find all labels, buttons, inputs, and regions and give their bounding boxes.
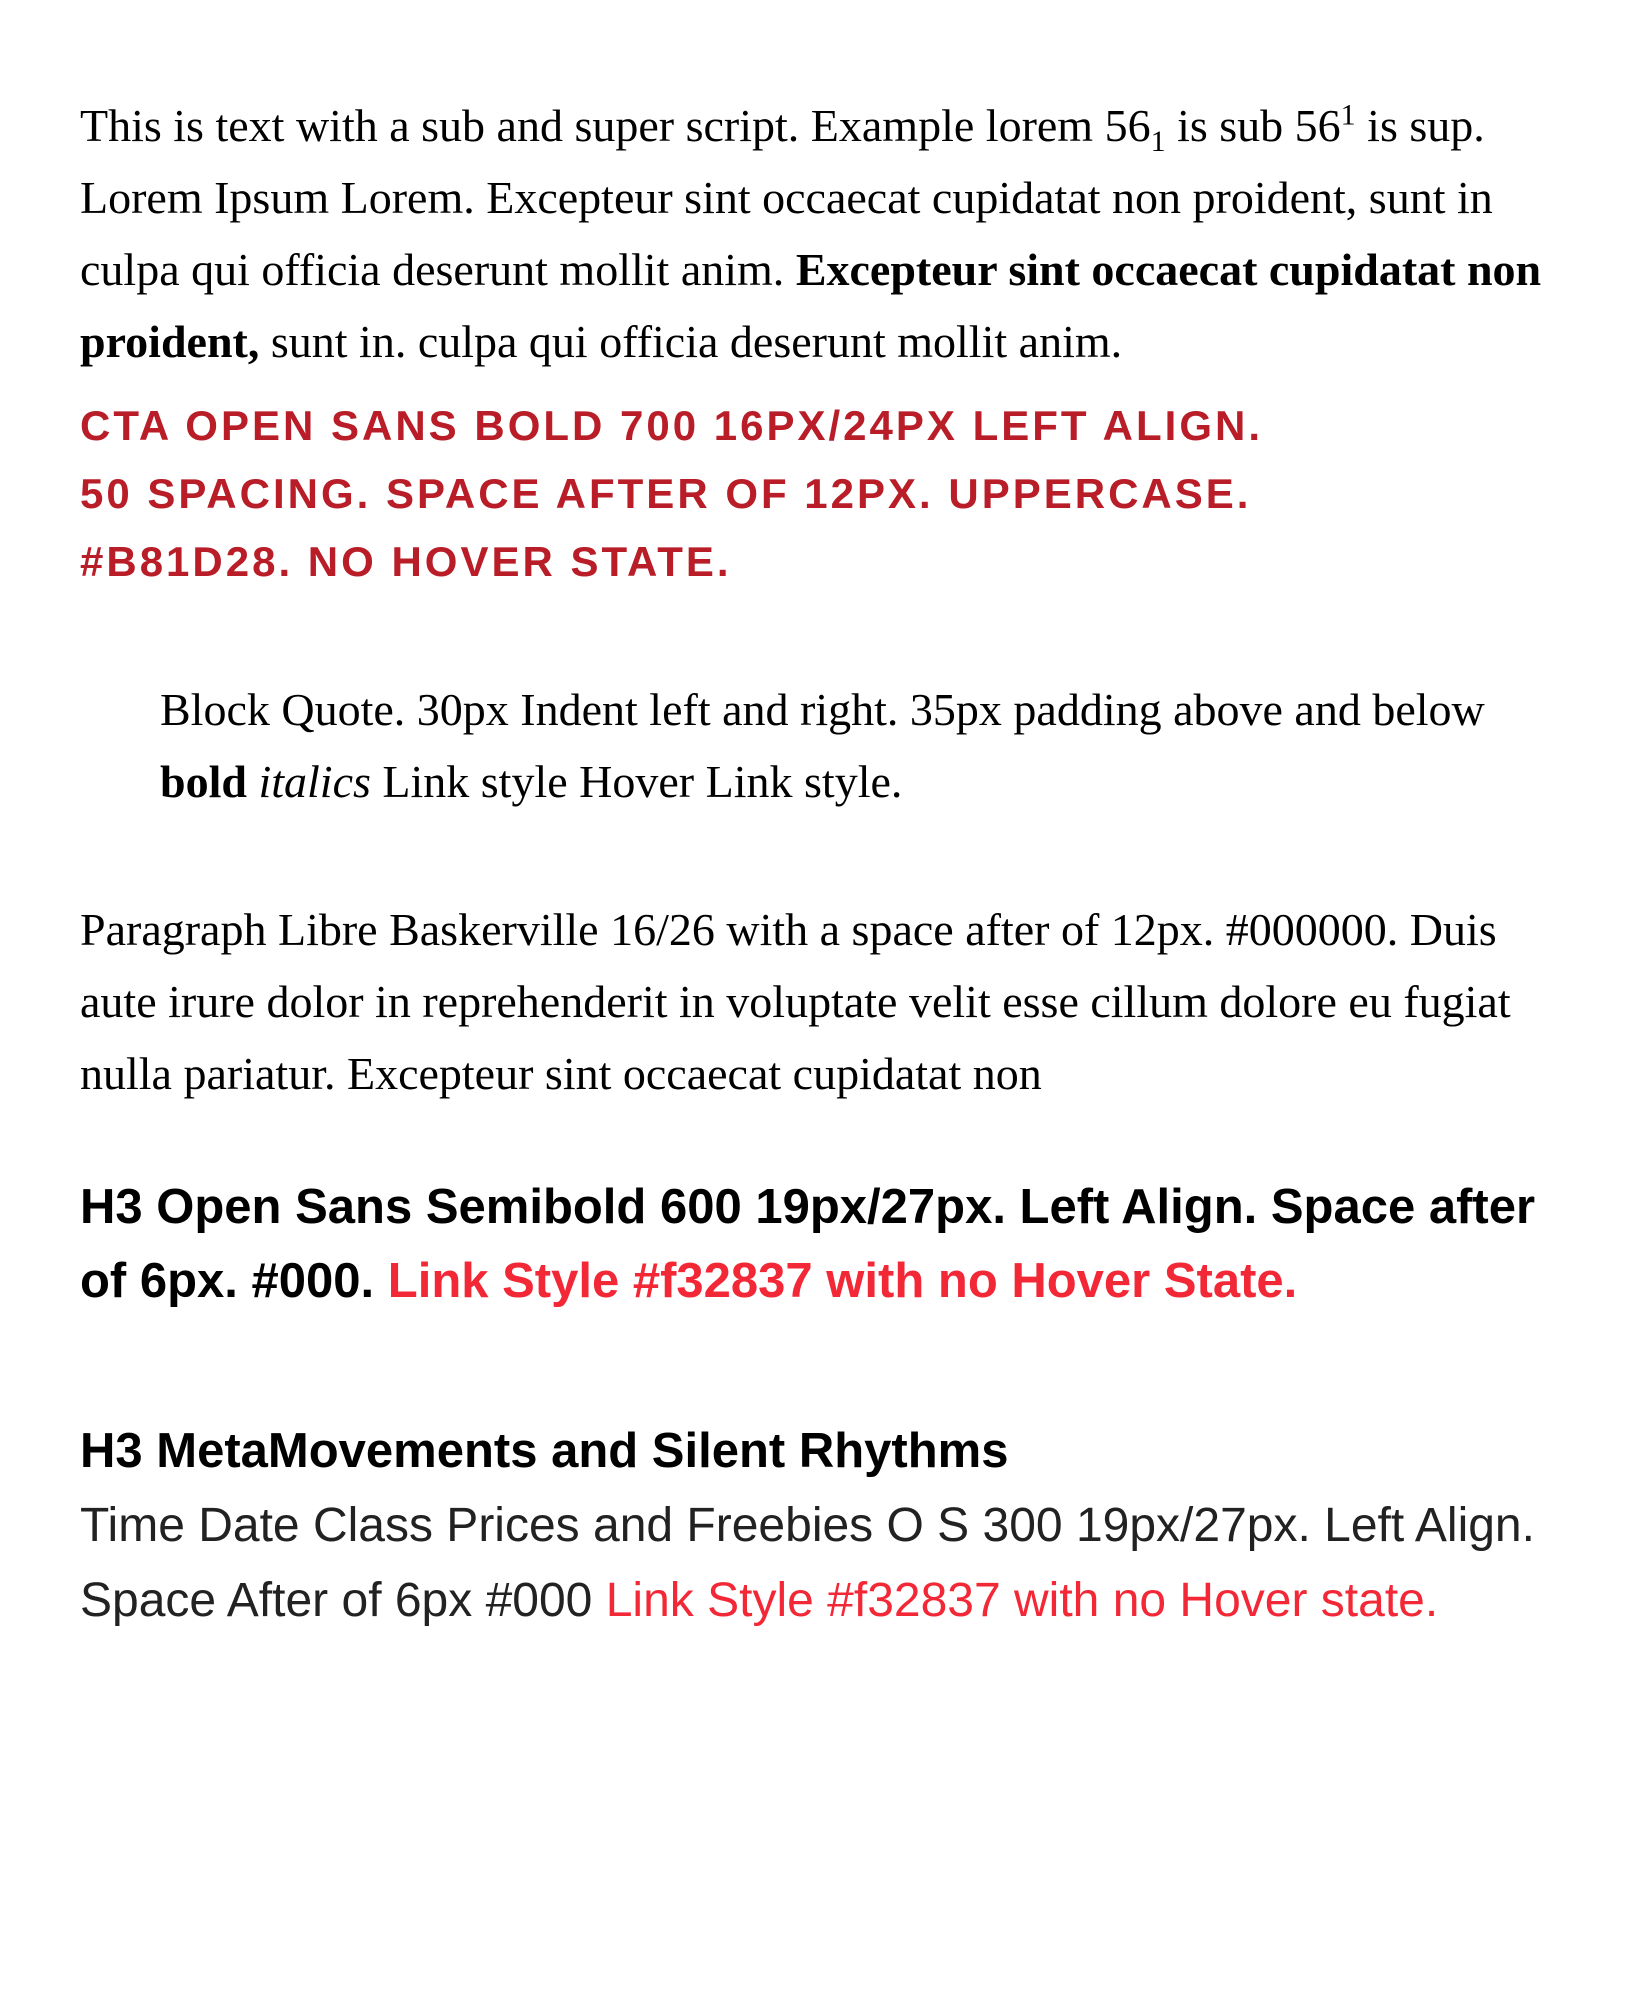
block-quote (160, 674, 1500, 818)
intro-bold-text: Excepteur sint occaecat cupidatat non proident, (80, 244, 1542, 367)
style-guide-page (80, 90, 1560, 1638)
intro-text-3: is sup. Lorem Ipsum Lorem. Excepteur sint occaecat cupidatat non proident, sunt in culpa qui officia deserunt mollit anim. (80, 100, 1493, 295)
cta-line-1: CTA OPEN SANS BOLD 700 16PX/24PX LEFT ALIGN. (80, 402, 1264, 449)
subscript: 1 (1150, 125, 1166, 159)
event-details (80, 1488, 1560, 1638)
quote-hover-link[interactable]: Hover Link style. (579, 756, 903, 807)
intro-text-4: sunt in. culpa qui officia deserunt mollit anim. (259, 316, 1123, 367)
cta-line-3: #B81D28. NO HOVER STATE. (80, 538, 732, 585)
event-details-text: Time Date Class Prices and Freebies O S 300 19px/27px. Left Align. Space After of 6px #000 (80, 1499, 1535, 1627)
intro-paragraph (80, 90, 1560, 378)
intro-text-1: This is text with a sub and super script. Example lorem 56 (80, 100, 1151, 151)
quote-bold: bold (160, 756, 247, 807)
h3-link[interactable]: Link Style #f32837 with no Hover State. (387, 1254, 1298, 1308)
quote-text: Block Quote. 30px Indent left and right. 35px padding above and below (160, 684, 1485, 735)
superscript: 1 (1340, 98, 1356, 132)
event-title: H3 MetaMovements and Silent Rhythms (80, 1424, 1009, 1478)
intro-text-2: is sub 56 (1165, 100, 1341, 151)
h3-text: H3 Open Sans Semibold 600 19px/27px. Left Align. Space after of 6px. #000. (80, 1180, 1536, 1308)
cta-line-2: 50 SPACING. SPACE AFTER OF 12PX. UPPERCASE. (80, 470, 1252, 517)
quote-italic: italics (258, 756, 371, 807)
body-paragraph: Paragraph Libre Baskerville 16/26 with a space after of 12px. #000000. Duis aute irure dolor in reprehenderit in voluptate velit esse cillum dolore eu fugiat nulla pariatur. Excepteur sint occaecat cupidatat non (80, 904, 1511, 1099)
event-link[interactable]: Link Style #f32837 with no Hover state. (605, 1574, 1439, 1627)
h3-heading (80, 1170, 1560, 1318)
quote-link[interactable]: Link style (382, 756, 568, 807)
cta-link[interactable] (80, 392, 1560, 596)
